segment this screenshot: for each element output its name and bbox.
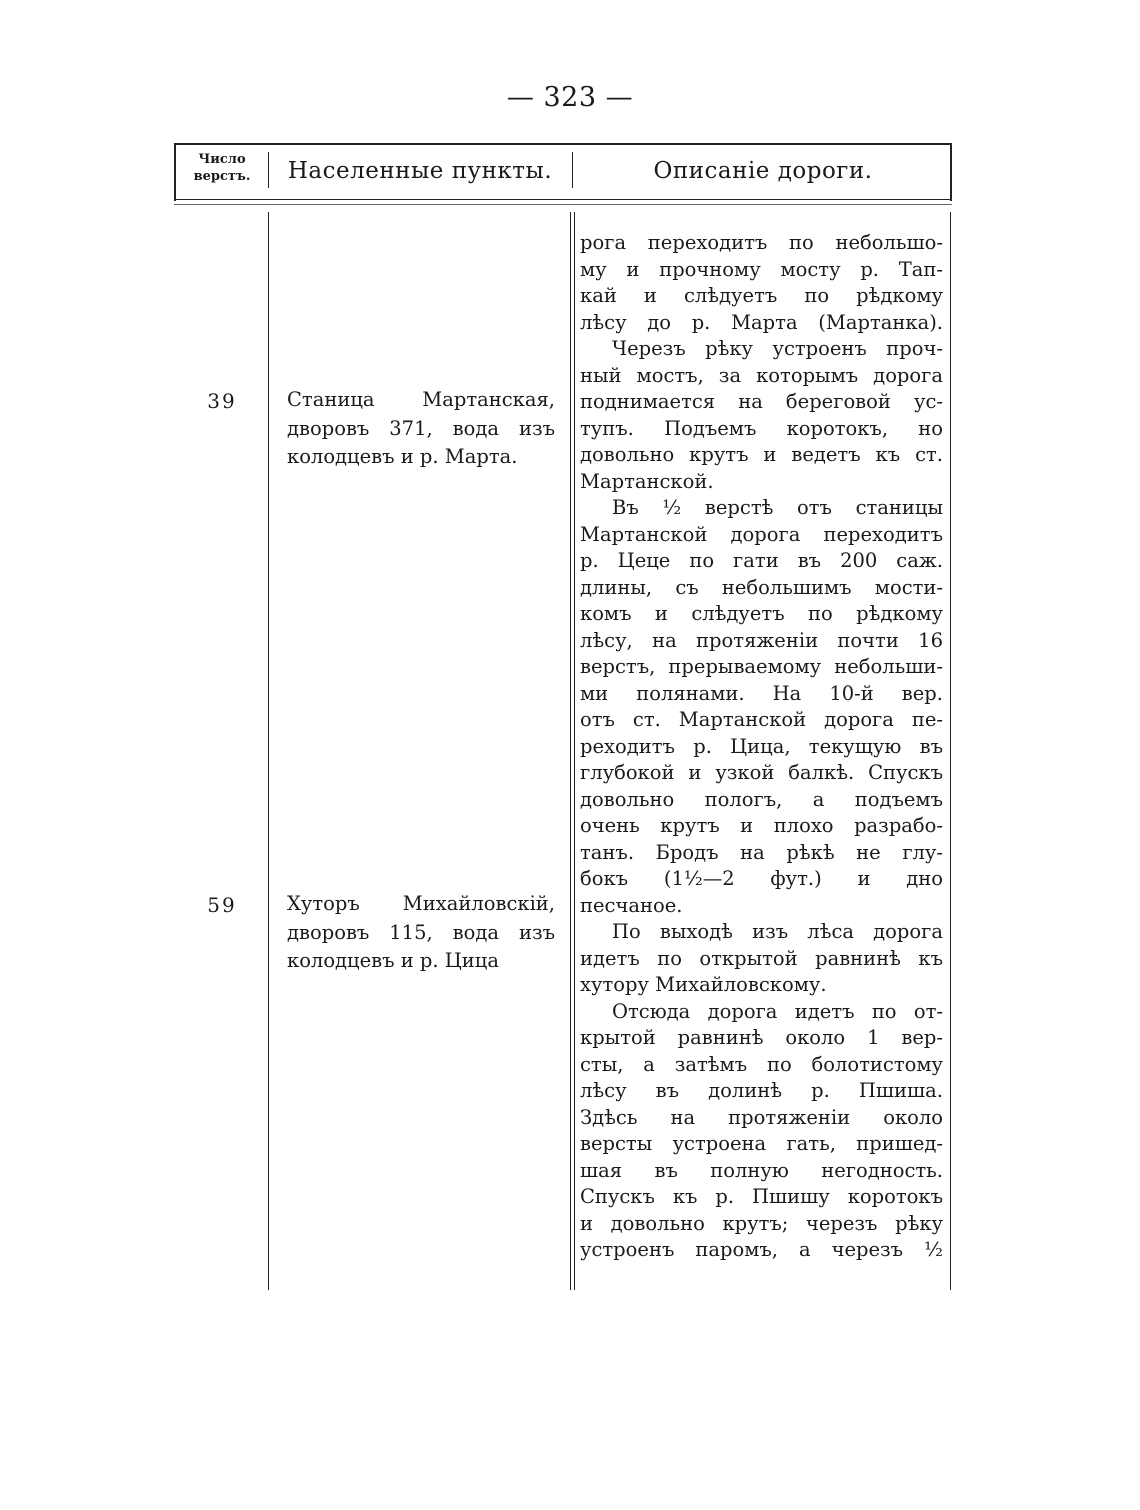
description-line: довольно пологъ, а подъемъ [580,787,943,811]
description-line: идетъ по открытой равнинѣ къ [580,946,943,970]
header-settlements: Населенные пункты. [287,158,553,184]
description-line: Черезъ рѣку устроенъ проч- [612,337,943,360]
description-line: Спускъ къ р. Пшишу коротокъ [580,1185,943,1208]
description-line: р. Цеце по гати въ 200 саж. [580,549,943,572]
header-road-description: Описаніе дороги. [653,158,873,184]
description-line: кай и слѣдуетъ по рѣдкому [580,284,943,307]
description-line: Отсюда дорога идетъ по от- [612,999,943,1023]
description-line: Въ ½ верстѣ отъ станицы [612,496,943,519]
description-line: хутору Михайловскому. [580,973,827,996]
description-line: Здѣсь на протяженіи около [580,1105,943,1129]
description-line: ми полянами. На 10-й вер. [580,681,943,705]
description-line: лѣсу въ долинѣ р. Пшиша. [580,1079,943,1102]
versts-value: 59 [207,893,237,917]
description-line: поднимается на береговой ус- [580,390,943,413]
description-line: лѣсу, на протяженіи почти 16 [580,628,943,652]
road-description [580,230,943,1264]
description-line: рога переходитъ по небольшо- [580,231,943,254]
description-line: реходитъ р. Цица, текущую въ [580,734,943,758]
description-line: комъ и слѣдуетъ по рѣдкому [580,602,943,625]
description-line: и довольно крутъ; черезъ рѣку [580,1211,943,1235]
description-line: верстъ, прерываемому небольши- [580,655,943,678]
settlement-entry: Станица Мартанская, дворовъ 371, вода изъ колодцевъ и р. Марта. [287,388,555,468]
description-line: шая въ полную негодность. [580,1158,943,1182]
description-line: тупъ. Подъемъ коротокъ, но [580,416,943,440]
description-line: Мартанской. [580,469,714,493]
header-versts: Число верстъ. [193,152,251,184]
description-line: отъ ст. Мартанской дорога пе- [580,708,943,731]
description-line: ный мостъ, за которымъ дорога [580,363,943,387]
description-line: устроенъ паромъ, а черезъ ½ [580,1238,943,1261]
description-line: довольно крутъ и ведетъ къ ст. [580,443,943,466]
settlement-entry: Хуторъ Михайловскій, дворовъ 115, вода изъ колодцевъ и р. Цица [287,892,555,972]
description-line: бокъ (1½—2 фут.) и дно [580,867,943,890]
description-line: версты устроена гать, пришед- [580,1132,943,1155]
description-line: длины, съ небольшимъ мости- [580,575,943,599]
description-line: сты, а затѣмъ по болотистому [580,1052,943,1076]
description-line: глубокой и узкой балкѣ. Спускъ [580,761,943,784]
description-line: Мартанской дорога переходитъ [580,522,943,546]
versts-value: 39 [207,389,237,413]
description-line: очень крутъ и плохо разрабо- [580,814,943,837]
description-line: танъ. Бродъ на рѣкѣ не глу- [580,840,943,864]
description-line: По выходѣ изъ лѣса дорога [612,920,943,943]
description-line: песчаное. [580,893,683,917]
description-line: крытой равнинѣ около 1 вер- [580,1026,943,1049]
description-line: лѣсу до р. Марта (Мартанка). [580,310,943,334]
page-number: — 323 — [506,82,634,113]
description-line: му и прочному мосту р. Тап- [580,257,943,281]
